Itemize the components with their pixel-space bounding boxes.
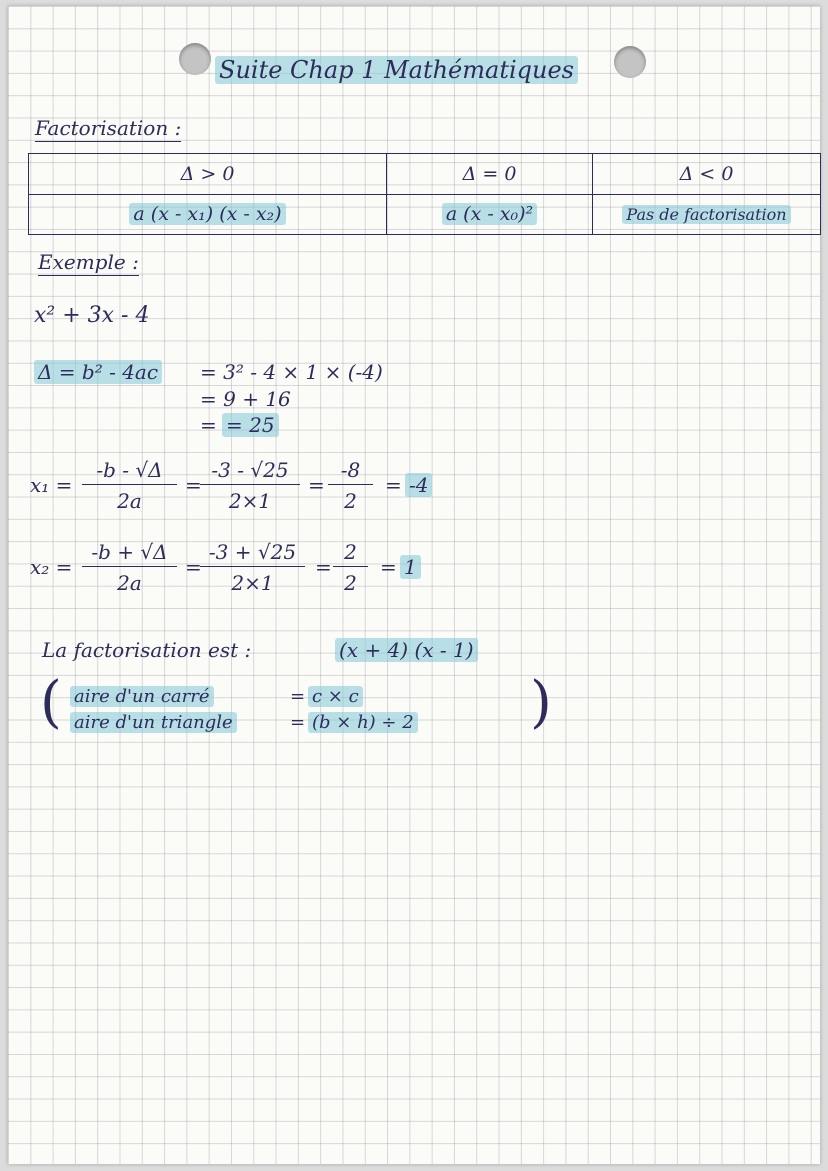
equals-sign: = <box>385 473 402 497</box>
x1-fraction-substituted: $\frac{-3 - √25}{2\times 1}$ <box>200 460 300 511</box>
x1-fraction-simplified: $\frac{-8}{2}$ <box>328 460 373 511</box>
conclusion-text: La factorisation est : <box>42 638 252 662</box>
equals-sign: = <box>380 555 397 579</box>
cell-delta-negative: Pas de factorisation <box>593 194 821 235</box>
equals-sign: = <box>315 555 332 579</box>
triangle-area-formula: (b × h) ÷ 2 <box>308 714 418 732</box>
equals-sign: = <box>290 712 306 733</box>
section-heading: Factorisation : <box>35 116 182 140</box>
equals-sign: = <box>185 473 202 497</box>
delta-step-1: = 3² - 4 × 1 × (-4) <box>200 360 383 384</box>
punch-hole-left <box>179 43 211 75</box>
cell-delta-zero: a (x - x₀)² <box>387 194 593 235</box>
x2-fraction-general: $\frac{-b + √\Delta}{2a}$ <box>82 542 177 593</box>
x1-fraction-general: $\frac{-b - √\Delta}{2a}$ <box>82 460 177 511</box>
square-area-label: aire d'un carré <box>70 688 214 706</box>
triangle-area-label: aire d'un triangle <box>70 714 237 732</box>
delta-step-2: = 9 + 16 <box>200 387 291 411</box>
delta-step-3: = <box>200 413 217 437</box>
conclusion-result: (x + 4) (x - 1) <box>335 640 478 660</box>
open-parenthesis: ( <box>40 670 62 735</box>
x1-result: -4 <box>405 475 432 495</box>
header-delta-negative: Δ < 0 <box>593 154 821 195</box>
equals-sign: = <box>308 473 325 497</box>
polynomial: x² + 3x - 4 <box>34 303 150 328</box>
x1-label: x₁ = <box>30 473 73 497</box>
delta-result: = 25 <box>222 415 279 435</box>
x2-result: 1 <box>400 557 421 577</box>
table-header-row <box>29 154 821 195</box>
header-delta-positive: Δ > 0 <box>29 154 387 195</box>
delta-formula: Δ = b² - 4ac <box>34 362 162 382</box>
equals-sign: = <box>290 686 306 707</box>
x2-label: x₂ = <box>30 555 73 579</box>
x2-fraction-substituted: $\frac{-3 + √25}{2\times 1}$ <box>200 542 305 593</box>
example-heading: Exemple : <box>38 250 139 274</box>
factorisation-table <box>28 153 821 235</box>
cell-delta-positive: a (x - x₁) (x - x₂) <box>29 194 387 235</box>
page-title: Suite Chap 1 Mathématiques <box>215 58 578 82</box>
header-delta-zero: Δ = 0 <box>387 154 593 195</box>
x2-fraction-simplified: $\frac{2}{2}$ <box>333 542 368 593</box>
square-area-formula: c × c <box>308 688 363 706</box>
close-parenthesis: ) <box>530 670 552 735</box>
equals-sign: = <box>185 555 202 579</box>
punch-hole-right <box>614 46 646 78</box>
table-formula-row <box>29 194 821 235</box>
